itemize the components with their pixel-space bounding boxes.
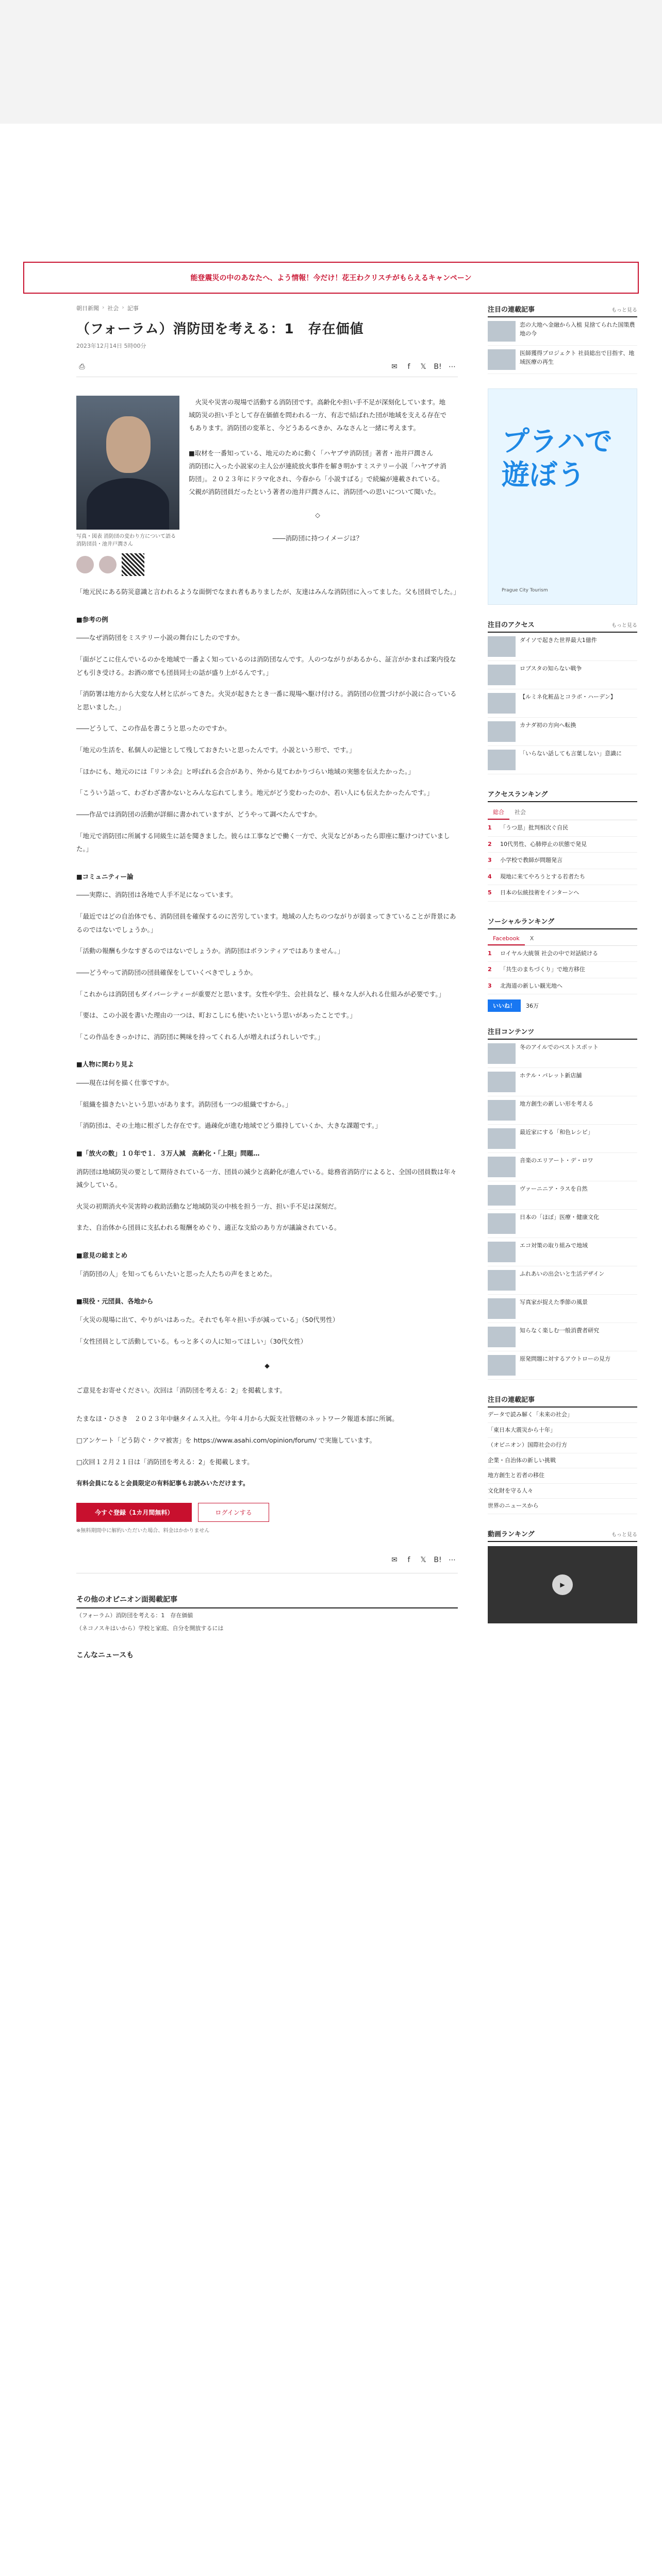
- editor-title: 注目の連載記事: [488, 1396, 535, 1404]
- facebook-icon[interactable]: f: [407, 1556, 410, 1565]
- section-heading: ■参考の例: [76, 615, 108, 623]
- item-label: 写真家が捉えた季節の風景: [520, 1299, 588, 1306]
- subscribe-small-note: ※無料期間中に解約いただいた場合、料金はかかりません: [76, 1528, 210, 1534]
- content-item[interactable]: [488, 1096, 637, 1125]
- ranking-item[interactable]: 1 「うつ思」批判相次ぐ自民: [488, 820, 637, 837]
- print-icon[interactable]: ⎙: [79, 363, 85, 371]
- more-link[interactable]: もっと見る: [611, 1532, 637, 1538]
- list-item[interactable]: [488, 633, 637, 661]
- item-label: ロイヤル大統領 社会の中で対話続ける: [500, 950, 599, 957]
- more-icon[interactable]: ⋯: [449, 363, 456, 371]
- social-ranking: [488, 916, 637, 1012]
- qr-code-icon: [122, 553, 144, 576]
- topics-box: [488, 1026, 637, 1380]
- facebook-like: [488, 999, 637, 1012]
- body-paragraph: 「こういう話って、わざわざ書かないとみんな忘れてしまう。地元がどう変わったのか、若い人にも伝えたかったんです。」: [76, 789, 434, 797]
- social-title: ソーシャルランキング: [488, 918, 555, 926]
- item-label: エコ対策の取り組みで地域: [520, 1242, 588, 1249]
- editor-box: [488, 1394, 637, 1514]
- like-count: 36万: [526, 1003, 539, 1009]
- thumbnail: [488, 1270, 516, 1291]
- content-item[interactable]: [488, 1068, 637, 1096]
- body-paragraph: 「これからは消防団もダイバーシティーが重要だと思います。女性や学生、会社員など、様々な人が入れる仕組みが必要です。」: [76, 990, 445, 998]
- content-item[interactable]: [488, 1125, 637, 1153]
- ranking-title: 注目のアクセス: [488, 621, 535, 629]
- list-item[interactable]: 地方創生と若者の移住: [488, 1468, 637, 1484]
- ranking-item[interactable]: 4 現地に来てやろうとする若者たち: [488, 869, 637, 886]
- thumbnail: [488, 349, 516, 370]
- list-item[interactable]: [488, 689, 637, 718]
- social-tabs: [488, 933, 637, 946]
- body-paragraph: 「地元で消防団に所属する同級生に話を聞きました。彼らは工事などで働く一方で、火災などがあったら即座に駆けつけていました。」: [76, 832, 450, 853]
- body-paragraph: 「組織を描きたいという思いがあります。消防団も一つの組織ですから。」: [76, 1100, 292, 1108]
- video-player[interactable]: [488, 1546, 637, 1623]
- item-label: 北海道の新しい観光地へ: [500, 982, 562, 989]
- bottom-share-bar: [76, 1554, 458, 1573]
- facebook-icon[interactable]: f: [407, 363, 410, 371]
- item-label: ふれあいの出会いと生活デザイン: [520, 1270, 605, 1277]
- ranking-item[interactable]: 2 10代男性、心肺停止の状態で発見: [488, 837, 637, 853]
- content-item[interactable]: [488, 1181, 637, 1210]
- photo-caption: 写真・図表 消防団の変わり方について語る消防団員・池井戸潤さん: [76, 534, 176, 547]
- section-heading: ■「放火の数」１０年で１．３万人減 高齢化・「上限」問題…: [76, 1149, 260, 1157]
- body-paragraph: 消防団は地域防災の要として期待されている一方、団員の減少と高齢化が進んでいる。総務省消防庁によると、全国の団員数は年々減少している。: [76, 1167, 457, 1189]
- x-icon[interactable]: 𝕏: [420, 363, 426, 371]
- item-label: ホテル・パレット新店舗: [520, 1072, 582, 1079]
- body-paragraph: 火災の初期消火や災害時の救助活動など地域防災の中核を担う一方、担い手不足は深刻だ。: [76, 1202, 341, 1210]
- like-button[interactable]: いいね！: [488, 999, 521, 1012]
- item-label: ロブスタの知らない戦争: [520, 665, 582, 672]
- thumbnail: [488, 1100, 516, 1121]
- news-section: [76, 1650, 458, 1660]
- notice-title: 注目の連載記事: [488, 306, 535, 314]
- login-button[interactable]: ログインする: [198, 1503, 269, 1522]
- breadcrumb: [76, 304, 458, 312]
- item-label: 知らなく楽しむ一般消費者研究: [520, 1327, 599, 1334]
- header-area: [0, 0, 662, 124]
- thumbnail: [488, 1242, 516, 1262]
- body-paragraph: 「面がどこに住んでいるのかを地域で一番よく知っているのは消防団なんです。人のつながりがあるから、証言がかまれば案内役なども引き受ける。お酒の席でも団員同士の話が盛り上がるんです。」: [76, 655, 456, 676]
- list-item[interactable]: [488, 317, 637, 346]
- item-label: 「共生のまちづくり」で地方移住: [500, 966, 585, 973]
- item-label: 小学校で教師が問題発言: [500, 857, 562, 863]
- author-row: [76, 553, 179, 576]
- body-paragraph: 「女性団員として活動している。もっと多くの人に知ってほしい」（30代女性）: [76, 1337, 307, 1345]
- play-icon[interactable]: ▶: [552, 1574, 573, 1595]
- thumbnail: [488, 1327, 516, 1347]
- share-bar: [76, 357, 458, 377]
- body-paragraph: ――実際に、消防団は各地で人手不足になっています。: [76, 891, 237, 899]
- tab-facebook[interactable]: Facebook: [488, 933, 525, 945]
- section-heading: ■コミュニティー論: [76, 872, 134, 880]
- more-link[interactable]: もっと見る: [611, 308, 637, 313]
- campaign-banner[interactable]: [23, 262, 639, 294]
- body-paragraph: 「要は、この小説を書いた理由の一つは、町おこしにも使いたいという思いがあったことです。」: [76, 1011, 356, 1020]
- body-paragraph: ――作品では消防団の活動が詳細に書かれていますが、どうやって調べたんですか。: [76, 810, 322, 818]
- breadcrumb-sep: ›: [102, 304, 105, 311]
- mail-icon[interactable]: ✉: [391, 363, 398, 371]
- section-heading: ■現役・元団員、各地から: [76, 1297, 154, 1306]
- lead-section: [76, 396, 458, 576]
- banner-text: 能登震災の中のあなたへ、よう情報！今だけ！花王わクリスチがもらえるキャンペーン: [190, 274, 472, 282]
- related-link[interactable]: （ネコノスキはいから）学校と家庭、自分を開放するには: [76, 1625, 224, 1632]
- thumbnail: [488, 665, 516, 685]
- video-box: [488, 1529, 637, 1623]
- ranking-tabs: [488, 805, 637, 820]
- lead-text: [189, 396, 446, 576]
- subscribe-note: 有料会員になると会員限定の有料記事もお読みいただけます。: [76, 1480, 250, 1487]
- item-label: 地方創生の新しい形を考える: [520, 1100, 593, 1107]
- article-main: [76, 304, 458, 1660]
- body-paragraph: 「活動の報酬も少なすぎるのではないでしょうか。消防団はボランティアではありません。」: [76, 947, 344, 955]
- body-paragraph: 「地元民にある防災意識と言われるような面倒でなまれ者もありましたが、友達はみんな消防団に入ってました。父も団員でした。」: [76, 588, 460, 596]
- item-label: 10代男性、心肺停止の状態で発見: [500, 840, 587, 848]
- content-item[interactable]: [488, 1295, 637, 1323]
- sidebar: [488, 304, 637, 1638]
- body-paragraph: ご意見をお寄せください。次回は「消防団を考える：2」を掲載します。: [76, 1386, 286, 1394]
- list-item[interactable]: （オピニオン）国際社会の行方: [488, 1438, 637, 1453]
- more-icon[interactable]: ⋯: [449, 1556, 456, 1565]
- person-face: [106, 416, 151, 473]
- advertisement[interactable]: [488, 388, 637, 605]
- hatena-icon[interactable]: B!: [434, 363, 442, 371]
- topics-title: 注目コンテンツ: [488, 1028, 535, 1036]
- tab-society[interactable]: 社会: [515, 809, 526, 816]
- body-paragraph: また、自治体から団員に支払われる報酬をめぐり、適正な支給のあり方が議論されている。: [76, 1224, 341, 1232]
- ranking-item[interactable]: 5 日本の伝統技術をインターンへ: [488, 885, 637, 902]
- item-label: 原発問題に対するアウトローの見方: [520, 1355, 610, 1362]
- item-label: 日本の「ほぼ」医療・健康文化: [520, 1214, 599, 1221]
- content-item[interactable]: [488, 1040, 637, 1068]
- question-heading: ――消防団に持つイメージは？: [272, 534, 363, 542]
- divider-mark: ◇: [315, 511, 320, 519]
- closing-paragraph: □アンケート「どう防ぐ・クマ被害」を https://www.asahi.com/opinion/forum/ で実施しています。: [76, 1436, 376, 1444]
- ranking-item[interactable]: 3 北海道の新しい観光地へ: [488, 978, 637, 995]
- body-paragraph: ――現在は何を描く仕事ですか。: [76, 1079, 173, 1087]
- thumbnail: [488, 321, 516, 342]
- body-paragraph: 「地元の生活を、私個人の記憶として残しておきたいと思ったんです。小説という形で、です。」: [76, 746, 356, 754]
- related-articles: [76, 1594, 458, 1634]
- article-body: [76, 585, 458, 1468]
- body-paragraph: 「ほかにも、地元のには『リンネ会』と呼ばれる会合があり、外から見てわかりづらい地域の実態を伝えたかった。」: [76, 767, 415, 775]
- lead-paragraph: ■取材を一番知っている、地元のために動く「ハヤブサ消防団」著者・池井戸潤さん: [189, 449, 434, 457]
- divider-mark: ◆: [264, 1362, 270, 1370]
- access-title: アクセスランキング: [488, 791, 548, 799]
- item-label: 「いらない話しても言葉しない」意識に: [520, 750, 622, 757]
- list-item[interactable]: データで読み解く「未来の社会」: [488, 1408, 637, 1423]
- body-paragraph: 「消防団は、その土地に根ざした存在です。過疎化が進む地域でどう維持していくか、大きな課題です。」: [76, 1122, 382, 1130]
- closing-paragraph: □次回１２月２１日は「消防団を考える：2」を掲載します。: [76, 1458, 254, 1466]
- related-title: その他のオピニオン面掲載記事: [76, 1594, 458, 1608]
- list-item[interactable]: [488, 346, 637, 374]
- ranking-item[interactable]: 1 ロイヤル大統領 社会の中で対話続ける: [488, 946, 637, 962]
- closing-paragraph: たまなほ・ひさき ２０２３年中継タイムス入社。今年４月から大阪支社管轄のネットワーク報道本部に所属。: [76, 1415, 399, 1423]
- item-label: 音楽のエリアート・デ・ロワ: [520, 1157, 593, 1164]
- notice-box: [488, 304, 637, 374]
- item-label: 【ルミネ化粧品とコラボ・ハーデン】: [520, 693, 616, 700]
- ad-sponsor: Prague City Tourism: [502, 588, 548, 593]
- mail-icon[interactable]: ✉: [391, 1556, 398, 1565]
- body-paragraph: 「火災の現場に出て、やりがいはあった。それでも年々担い手が減っている」（50代男性）: [76, 1315, 339, 1324]
- item-label: ダイソで起きた世界最大1億件: [520, 637, 597, 643]
- thumbnail: [488, 1355, 516, 1376]
- item-label: 現地に来てやろうとする若者たち: [500, 873, 585, 880]
- content-item[interactable]: [488, 1153, 637, 1181]
- related-link[interactable]: （フォーラム）消防団を考える：1 存在価値: [76, 1612, 193, 1619]
- content-item[interactable]: [488, 1323, 637, 1351]
- thumbnail: [488, 1043, 516, 1064]
- x-icon[interactable]: 𝕏: [420, 1556, 426, 1565]
- thumbnail: [488, 750, 516, 770]
- article-date: 2023年12月14日 5時00分: [76, 343, 146, 349]
- list-item[interactable]: 「東日本大震災から十年」: [488, 1423, 637, 1438]
- content-item[interactable]: [488, 1266, 637, 1295]
- list-item[interactable]: 世界のニュースから: [488, 1499, 637, 1514]
- news-title: こんなニュースも: [76, 1651, 134, 1660]
- thumbnail: [488, 1213, 516, 1234]
- item-label: 日本の伝統技術をインターンへ: [500, 889, 580, 896]
- thumbnail: [488, 1072, 516, 1092]
- section-heading: ■人物に関わり見よ: [76, 1060, 134, 1069]
- content-item[interactable]: [488, 1238, 637, 1266]
- thumbnail: [488, 1185, 516, 1206]
- body-paragraph: 「消防署は地方から大変な人材と広がってきた。火災が起きたとき一番に現場へ駆け付ける。消防団の位置づけが小説に合っていると思いました。」: [76, 690, 457, 711]
- content-item[interactable]: [488, 1351, 637, 1380]
- item-label: 冬のアイルでのベストスポット: [520, 1044, 599, 1050]
- item-label: 恋の大地へ金融から入植 見捨てられた国策農地の今: [520, 321, 635, 337]
- thumbnail: [488, 1128, 516, 1149]
- subscribe-area: [76, 1503, 458, 1522]
- list-item[interactable]: 企業・自治体の新しい挑戦: [488, 1453, 637, 1469]
- list-item[interactable]: [488, 746, 637, 774]
- lead-paragraph: 消防団に入った小説家の主人公が連続放火事件を解き明かすミステリー小説「ハヤブサ消防団」。２０２３年にドラマ化され、今春から「小説すばる」で続編が連載されている。父親が消防団員だったという著者の池井戸潤さんに、消防団への思いについて聞いた。: [189, 462, 446, 496]
- breadcrumb-item[interactable]: 朝日新聞: [76, 305, 99, 312]
- body-paragraph: ――なぜ消防団をミステリー小説の舞台にしたのですか。: [76, 634, 244, 642]
- photo-block: [76, 396, 179, 576]
- item-label: 医師獲得プロジェクト 社員総出で目指す、地域医療の再生: [520, 350, 635, 365]
- thumbnail: [488, 1298, 516, 1319]
- item-label: カナダ初の方向へ転換: [520, 722, 576, 728]
- ranking-box: [488, 619, 637, 774]
- hatena-icon[interactable]: B!: [434, 1556, 442, 1565]
- ad-headline: プラハで遊ぼう: [502, 425, 613, 491]
- thumbnail: [488, 1157, 516, 1177]
- thumbnail: [488, 636, 516, 657]
- person-body: [87, 478, 169, 530]
- body-paragraph: 「この作品をきっかけに、消防団に興味を持ってくれる人が増えればうれしいです。」: [76, 1032, 324, 1041]
- avatar[interactable]: [76, 556, 94, 573]
- more-link[interactable]: もっと見る: [611, 623, 637, 629]
- access-ranking: [488, 789, 637, 902]
- content-item[interactable]: [488, 1210, 637, 1238]
- lead-paragraph: 火災や災害の現場で活動する消防団です。高齢化や担い手不足が深刻化しています。地域防災の担い手として存在価値を問われる一方、有志で結ばれた団が地域を支える存在でもあります。消防団の変革と、今どうあるべきか、みなさんと一緒に考えます。: [189, 398, 447, 432]
- body-paragraph: ――どうやって消防団の団員確保をしていくべきでしょうか。: [76, 968, 257, 976]
- avatar[interactable]: [99, 556, 117, 573]
- thumbnail: [488, 721, 516, 742]
- breadcrumb-sep: ›: [122, 304, 124, 311]
- tab-x[interactable]: X: [529, 935, 534, 942]
- item-label: 最近家にする「和色レシピ」: [520, 1129, 593, 1136]
- tab-overall[interactable]: 総合: [488, 805, 509, 820]
- breadcrumb-item[interactable]: 社会: [107, 305, 119, 312]
- body-paragraph: 「最近ではどの自治体でも、消防団員を確保するのに苦労しています。地域の人たちのつながりが弱まってきていることが背景にあるのではないでしょうか。」: [76, 912, 456, 934]
- section-heading: ■意見の総まとめ: [76, 1251, 128, 1259]
- list-item[interactable]: [488, 661, 637, 689]
- ranking-item[interactable]: 2 「共生のまちづくり」で地方移住: [488, 962, 637, 978]
- ranking-item[interactable]: 3 小学校で教師が問題発言: [488, 853, 637, 869]
- list-item[interactable]: [488, 718, 637, 746]
- item-label: 「うつ思」批判相次ぐ自民: [500, 824, 568, 831]
- article-photo[interactable]: [76, 396, 179, 530]
- thumbnail: [488, 693, 516, 714]
- article-title: （フォーラム）消防団を考える：1 存在価値: [76, 321, 364, 337]
- body-paragraph: ――どうして、この作品を書こうと思ったのですか。: [76, 724, 231, 733]
- body-paragraph: 「消防団の人」を知ってもらいたいと思った人たちの声をまとめた。: [76, 1269, 276, 1278]
- video-title: 動画ランキング: [488, 1530, 535, 1538]
- item-label: ヴァーニニア・ラスを自然: [520, 1185, 588, 1192]
- breadcrumb-item: 記事: [127, 305, 139, 312]
- subscribe-button[interactable]: 今すぐ登録（1カ月間無料）: [76, 1503, 192, 1522]
- list-item[interactable]: 文化財を守る人々: [488, 1484, 637, 1499]
